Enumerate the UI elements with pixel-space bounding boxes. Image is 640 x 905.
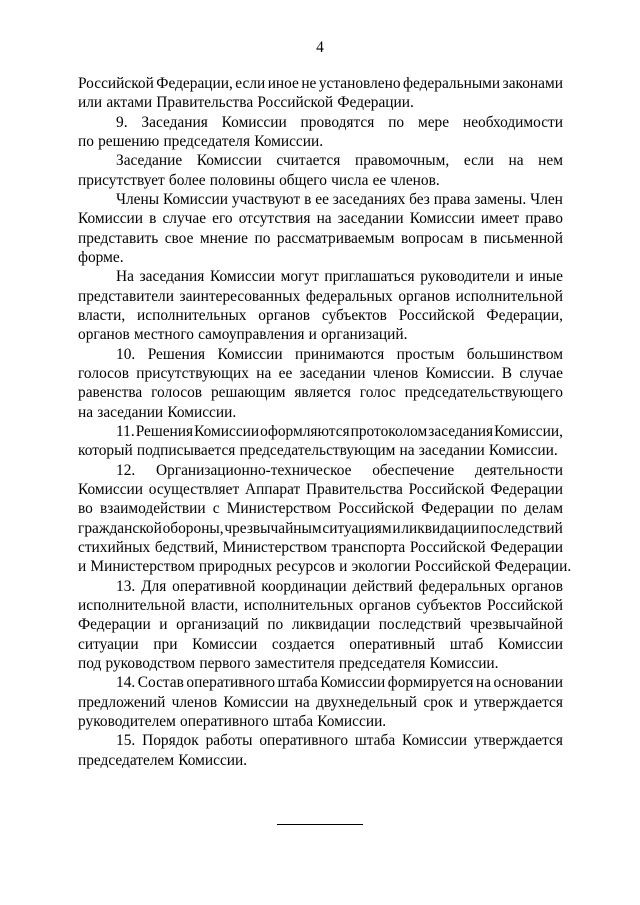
word: оперативной xyxy=(172,577,256,595)
word: Комиссии xyxy=(221,113,287,131)
word: в xyxy=(149,210,157,228)
word: Комиссии. xyxy=(317,712,387,730)
word: ее xyxy=(278,364,293,382)
word: протоколом xyxy=(350,422,428,440)
word: Комиссии. xyxy=(254,133,324,150)
word: Комиссии xyxy=(409,210,475,228)
word: членов xyxy=(372,364,419,382)
word: Российской xyxy=(398,307,475,324)
word: во xyxy=(78,500,93,518)
word: считается xyxy=(276,152,341,170)
text-line xyxy=(116,673,563,692)
word: Министерством xyxy=(226,500,332,518)
word: местного xyxy=(133,326,194,344)
word: Члены xyxy=(116,191,160,208)
word: Федерации. xyxy=(494,558,572,576)
word: если xyxy=(463,152,494,170)
word: председателя xyxy=(338,654,426,672)
word: общего xyxy=(279,171,327,189)
text-line xyxy=(78,229,563,248)
word: природных xyxy=(198,558,273,576)
word: 9. xyxy=(116,113,128,131)
word: и xyxy=(459,693,468,711)
word: Федерации, xyxy=(156,75,233,92)
word: в xyxy=(469,229,478,247)
word: срок xyxy=(423,693,454,711)
text-line xyxy=(78,441,563,460)
word: форме. xyxy=(78,249,124,266)
word: нем xyxy=(538,152,563,170)
word: формируется xyxy=(387,674,474,692)
word: на xyxy=(256,364,272,382)
text-line xyxy=(78,480,563,499)
word: штаба xyxy=(277,674,318,692)
word: Правительства xyxy=(156,94,254,112)
text-line xyxy=(78,74,563,93)
text-line xyxy=(78,171,563,190)
text-line xyxy=(78,209,563,228)
word: голосов xyxy=(78,364,129,382)
text-line xyxy=(78,248,563,267)
word: Состав xyxy=(137,674,184,692)
word: на xyxy=(78,403,94,421)
word: Комиссии. xyxy=(488,442,558,460)
word: Комиссии. xyxy=(167,403,237,421)
word: решению xyxy=(98,133,160,150)
word: необходимости xyxy=(462,113,563,131)
word: Федерации xyxy=(490,480,563,498)
word: штаб xyxy=(449,635,484,653)
word: заседаниях xyxy=(332,191,406,208)
word: иное xyxy=(267,75,299,92)
word: делам xyxy=(524,500,563,518)
text-line xyxy=(78,712,563,731)
text-line xyxy=(78,635,563,654)
word: Для xyxy=(141,577,167,595)
word: Российской xyxy=(78,75,154,92)
word: председательствующего xyxy=(404,384,563,402)
word: Комиссии. xyxy=(425,364,495,382)
word: руководители xyxy=(420,268,510,286)
word: простым xyxy=(396,345,455,363)
text-line xyxy=(116,731,563,750)
word: Комиссии xyxy=(192,635,258,653)
word: деятельности xyxy=(474,461,563,479)
word: Комиссии xyxy=(223,693,289,711)
word: власти, xyxy=(78,307,126,324)
word: Российской xyxy=(338,500,415,518)
text-line xyxy=(78,93,563,112)
text-line xyxy=(78,557,572,576)
word: членов. xyxy=(390,171,440,189)
word: Комиссии xyxy=(194,422,260,440)
word: председательствующим xyxy=(239,442,396,460)
word: установлено xyxy=(318,75,401,92)
word: Порядок xyxy=(142,732,199,750)
word: В xyxy=(501,364,513,382)
word: федеральных xyxy=(305,287,393,305)
text-line xyxy=(78,383,563,402)
word: штаба xyxy=(354,732,396,750)
word: и xyxy=(515,268,524,286)
word: председателем xyxy=(78,751,175,769)
word: ее xyxy=(372,171,387,189)
word: право xyxy=(525,210,563,228)
word: имеет xyxy=(480,210,520,228)
word: Комиссии xyxy=(497,635,563,653)
word: ликвидации xyxy=(401,519,480,537)
word: организаций. xyxy=(320,326,408,344)
text-line xyxy=(78,306,563,325)
word: чрезвычайной xyxy=(469,616,563,634)
word: Федерации xyxy=(421,500,494,518)
word: проводятся xyxy=(300,113,375,131)
word: Заседания xyxy=(141,113,208,131)
word: и xyxy=(339,558,348,576)
word: или xyxy=(78,94,103,112)
word: присутствующих xyxy=(136,364,249,382)
word: Заседание xyxy=(116,152,183,170)
word: правомочным, xyxy=(354,152,450,170)
word: органов xyxy=(258,307,311,324)
word: вопросам xyxy=(401,229,464,247)
word: органов xyxy=(398,287,451,305)
word: Российской xyxy=(414,558,491,576)
text-line xyxy=(116,113,563,132)
word: ликвидации xyxy=(291,616,371,634)
word: координации xyxy=(261,577,347,595)
word: числа xyxy=(331,171,369,189)
word: исполнительной xyxy=(78,596,186,614)
word: оперативного xyxy=(180,712,269,730)
text-line xyxy=(78,287,563,306)
word: половины xyxy=(209,171,275,189)
word: подписывается xyxy=(136,442,236,460)
word: мере xyxy=(417,113,450,131)
word: при xyxy=(153,635,178,653)
word: Российской xyxy=(409,538,486,556)
word: предложений xyxy=(78,693,166,711)
word: Федерации xyxy=(490,538,563,556)
word: исполнительной xyxy=(455,287,563,305)
word: Федерации, xyxy=(486,307,563,324)
word: действий xyxy=(352,577,413,595)
word: на xyxy=(508,152,524,170)
word: Решения xyxy=(147,345,206,363)
word: органов xyxy=(359,596,411,614)
word: исполнительных xyxy=(243,596,354,614)
word: Федерации xyxy=(78,616,151,634)
word: и xyxy=(159,616,168,634)
word: оперативного xyxy=(259,732,349,750)
word: Российской xyxy=(408,480,485,498)
text-line xyxy=(78,325,563,344)
word: законами xyxy=(502,75,563,92)
word: 13. xyxy=(116,577,136,595)
word: самоуправления xyxy=(198,326,305,344)
word: под xyxy=(78,654,102,672)
word: свое xyxy=(164,229,194,247)
word: Комиссии xyxy=(196,152,262,170)
word: по xyxy=(254,229,271,247)
word: заседании xyxy=(418,442,485,460)
word: заседания xyxy=(428,422,494,440)
word: Организационно-техническое xyxy=(155,461,352,479)
word: Министерством xyxy=(222,538,327,556)
word: и xyxy=(308,326,317,344)
word: создается xyxy=(271,635,335,653)
word: равенства xyxy=(78,384,143,402)
text-line xyxy=(78,519,563,538)
word: не xyxy=(301,75,317,92)
word: экологии xyxy=(351,558,411,576)
word: без xyxy=(409,191,430,208)
word: заместителя xyxy=(254,654,335,672)
word: субъектов xyxy=(416,596,482,614)
word: двухнедельный xyxy=(316,693,418,711)
word: более xyxy=(168,171,206,189)
word: субъектов xyxy=(321,307,387,324)
text-line xyxy=(116,422,563,441)
word: ее xyxy=(315,191,329,208)
word: принимаются xyxy=(295,345,385,363)
word: обеспечение xyxy=(372,461,455,479)
word: оперативного xyxy=(186,674,276,692)
word: Решения xyxy=(135,422,194,440)
word: если xyxy=(235,75,266,92)
word: бедствий, xyxy=(154,538,219,556)
text-line xyxy=(78,364,563,383)
word: органов xyxy=(511,577,563,595)
word: Российской xyxy=(487,596,563,614)
text-line xyxy=(78,132,563,151)
word: присутствует xyxy=(78,171,165,189)
text-line xyxy=(78,403,563,422)
word: транспорта xyxy=(331,538,406,556)
word: является xyxy=(294,384,351,402)
word: Комиссии xyxy=(320,674,386,692)
word: заседании xyxy=(299,364,366,382)
text-line xyxy=(78,751,563,770)
word: последствий xyxy=(480,519,563,537)
word: Комиссии. xyxy=(178,751,248,769)
word: Член xyxy=(530,191,563,208)
word: осуществляет xyxy=(148,480,240,498)
text-line xyxy=(78,693,563,712)
word: случае xyxy=(162,210,207,228)
word: органов xyxy=(78,326,130,344)
word: иные xyxy=(529,268,563,286)
word: первого xyxy=(199,654,251,672)
word: Правительства xyxy=(306,480,403,498)
word: Российской xyxy=(257,94,334,112)
word: Комиссии xyxy=(162,191,228,208)
word: по xyxy=(267,616,284,634)
word: заседании xyxy=(337,210,404,228)
word: 12. xyxy=(116,461,136,479)
word: Аппарат xyxy=(244,480,301,498)
word: руководством xyxy=(105,654,196,672)
text-line xyxy=(116,461,563,480)
end-rule xyxy=(277,824,363,825)
text-line xyxy=(78,499,563,518)
text-line xyxy=(116,577,563,596)
word: гражданской xyxy=(78,519,162,537)
word: решающим xyxy=(210,384,286,402)
word: Комиссии xyxy=(78,210,144,228)
word: работы xyxy=(205,732,253,750)
word: по xyxy=(500,500,517,518)
word: ситуациям xyxy=(322,519,392,537)
word: отсутствия xyxy=(238,210,311,228)
word: который xyxy=(78,442,133,460)
text-line xyxy=(116,345,563,364)
word: участвуют xyxy=(231,191,301,208)
word: ресурсов xyxy=(276,558,336,576)
word: права xyxy=(433,191,471,208)
word: его xyxy=(212,210,233,228)
word: организаций xyxy=(176,616,259,634)
word: замены. xyxy=(474,191,527,208)
text-line xyxy=(116,151,563,170)
word: чрезвычайным xyxy=(224,519,322,537)
word: ситуации xyxy=(78,635,139,653)
word: исполнительных xyxy=(137,307,247,324)
page-number: 4 xyxy=(316,39,324,56)
text-line xyxy=(116,190,563,209)
word: и xyxy=(78,558,87,576)
word: основании xyxy=(493,674,563,692)
word: на xyxy=(316,210,332,228)
word: федеральных xyxy=(418,577,506,595)
word: утверждается xyxy=(473,732,563,750)
word: по xyxy=(78,133,94,150)
word: приглашаться xyxy=(324,268,415,286)
word: голосов xyxy=(151,384,203,402)
word: на xyxy=(475,674,492,692)
word: взаимодействии xyxy=(99,500,206,518)
word: представители xyxy=(78,287,174,305)
word: последствий xyxy=(378,616,462,634)
word: утверждается xyxy=(473,693,563,711)
word: На xyxy=(116,268,134,286)
word: случае xyxy=(519,364,563,382)
word: Федерации. xyxy=(337,94,414,112)
word: могут xyxy=(280,268,319,286)
word: обороны, xyxy=(162,519,224,537)
word: в xyxy=(304,191,312,208)
word: Комиссии xyxy=(78,480,144,498)
word: руководителем xyxy=(78,712,176,730)
word: оперативный xyxy=(349,635,436,653)
word: председателя xyxy=(163,133,251,150)
word: штаба xyxy=(272,712,314,730)
word: оформляются xyxy=(260,422,350,440)
word: с xyxy=(212,500,220,518)
word: представить xyxy=(78,229,159,247)
text-line xyxy=(78,654,563,673)
text-line xyxy=(78,538,563,557)
word: на xyxy=(399,442,415,460)
word: голос xyxy=(359,384,396,402)
word: заседании xyxy=(97,403,164,421)
word: рассматриваемым xyxy=(276,229,395,247)
word: 10. xyxy=(116,345,136,363)
word: членов xyxy=(171,693,218,711)
word: заинтересованных xyxy=(179,287,301,305)
word: по xyxy=(388,113,405,131)
text-line xyxy=(78,596,563,615)
word: 14. xyxy=(116,674,136,692)
word: Комиссии, xyxy=(494,422,563,440)
word: Комиссии xyxy=(217,345,283,363)
word: Министерством xyxy=(90,558,195,576)
word: Комиссии. xyxy=(429,654,499,672)
word: федеральными xyxy=(402,75,501,92)
word: на xyxy=(294,693,310,711)
word: большинством xyxy=(466,345,563,363)
word: 15. xyxy=(116,732,136,750)
word: актами xyxy=(106,94,153,112)
word: письменной xyxy=(483,229,563,247)
word: мнение xyxy=(199,229,248,247)
text-line xyxy=(116,267,563,286)
word: и xyxy=(392,519,401,537)
word: Комиссии xyxy=(402,732,468,750)
word: заседания xyxy=(139,268,205,286)
word: власти, xyxy=(191,596,239,614)
word: Комиссии xyxy=(209,268,275,286)
text-line xyxy=(78,615,563,634)
word: 11. xyxy=(116,422,135,440)
word: стихийных xyxy=(78,538,151,556)
